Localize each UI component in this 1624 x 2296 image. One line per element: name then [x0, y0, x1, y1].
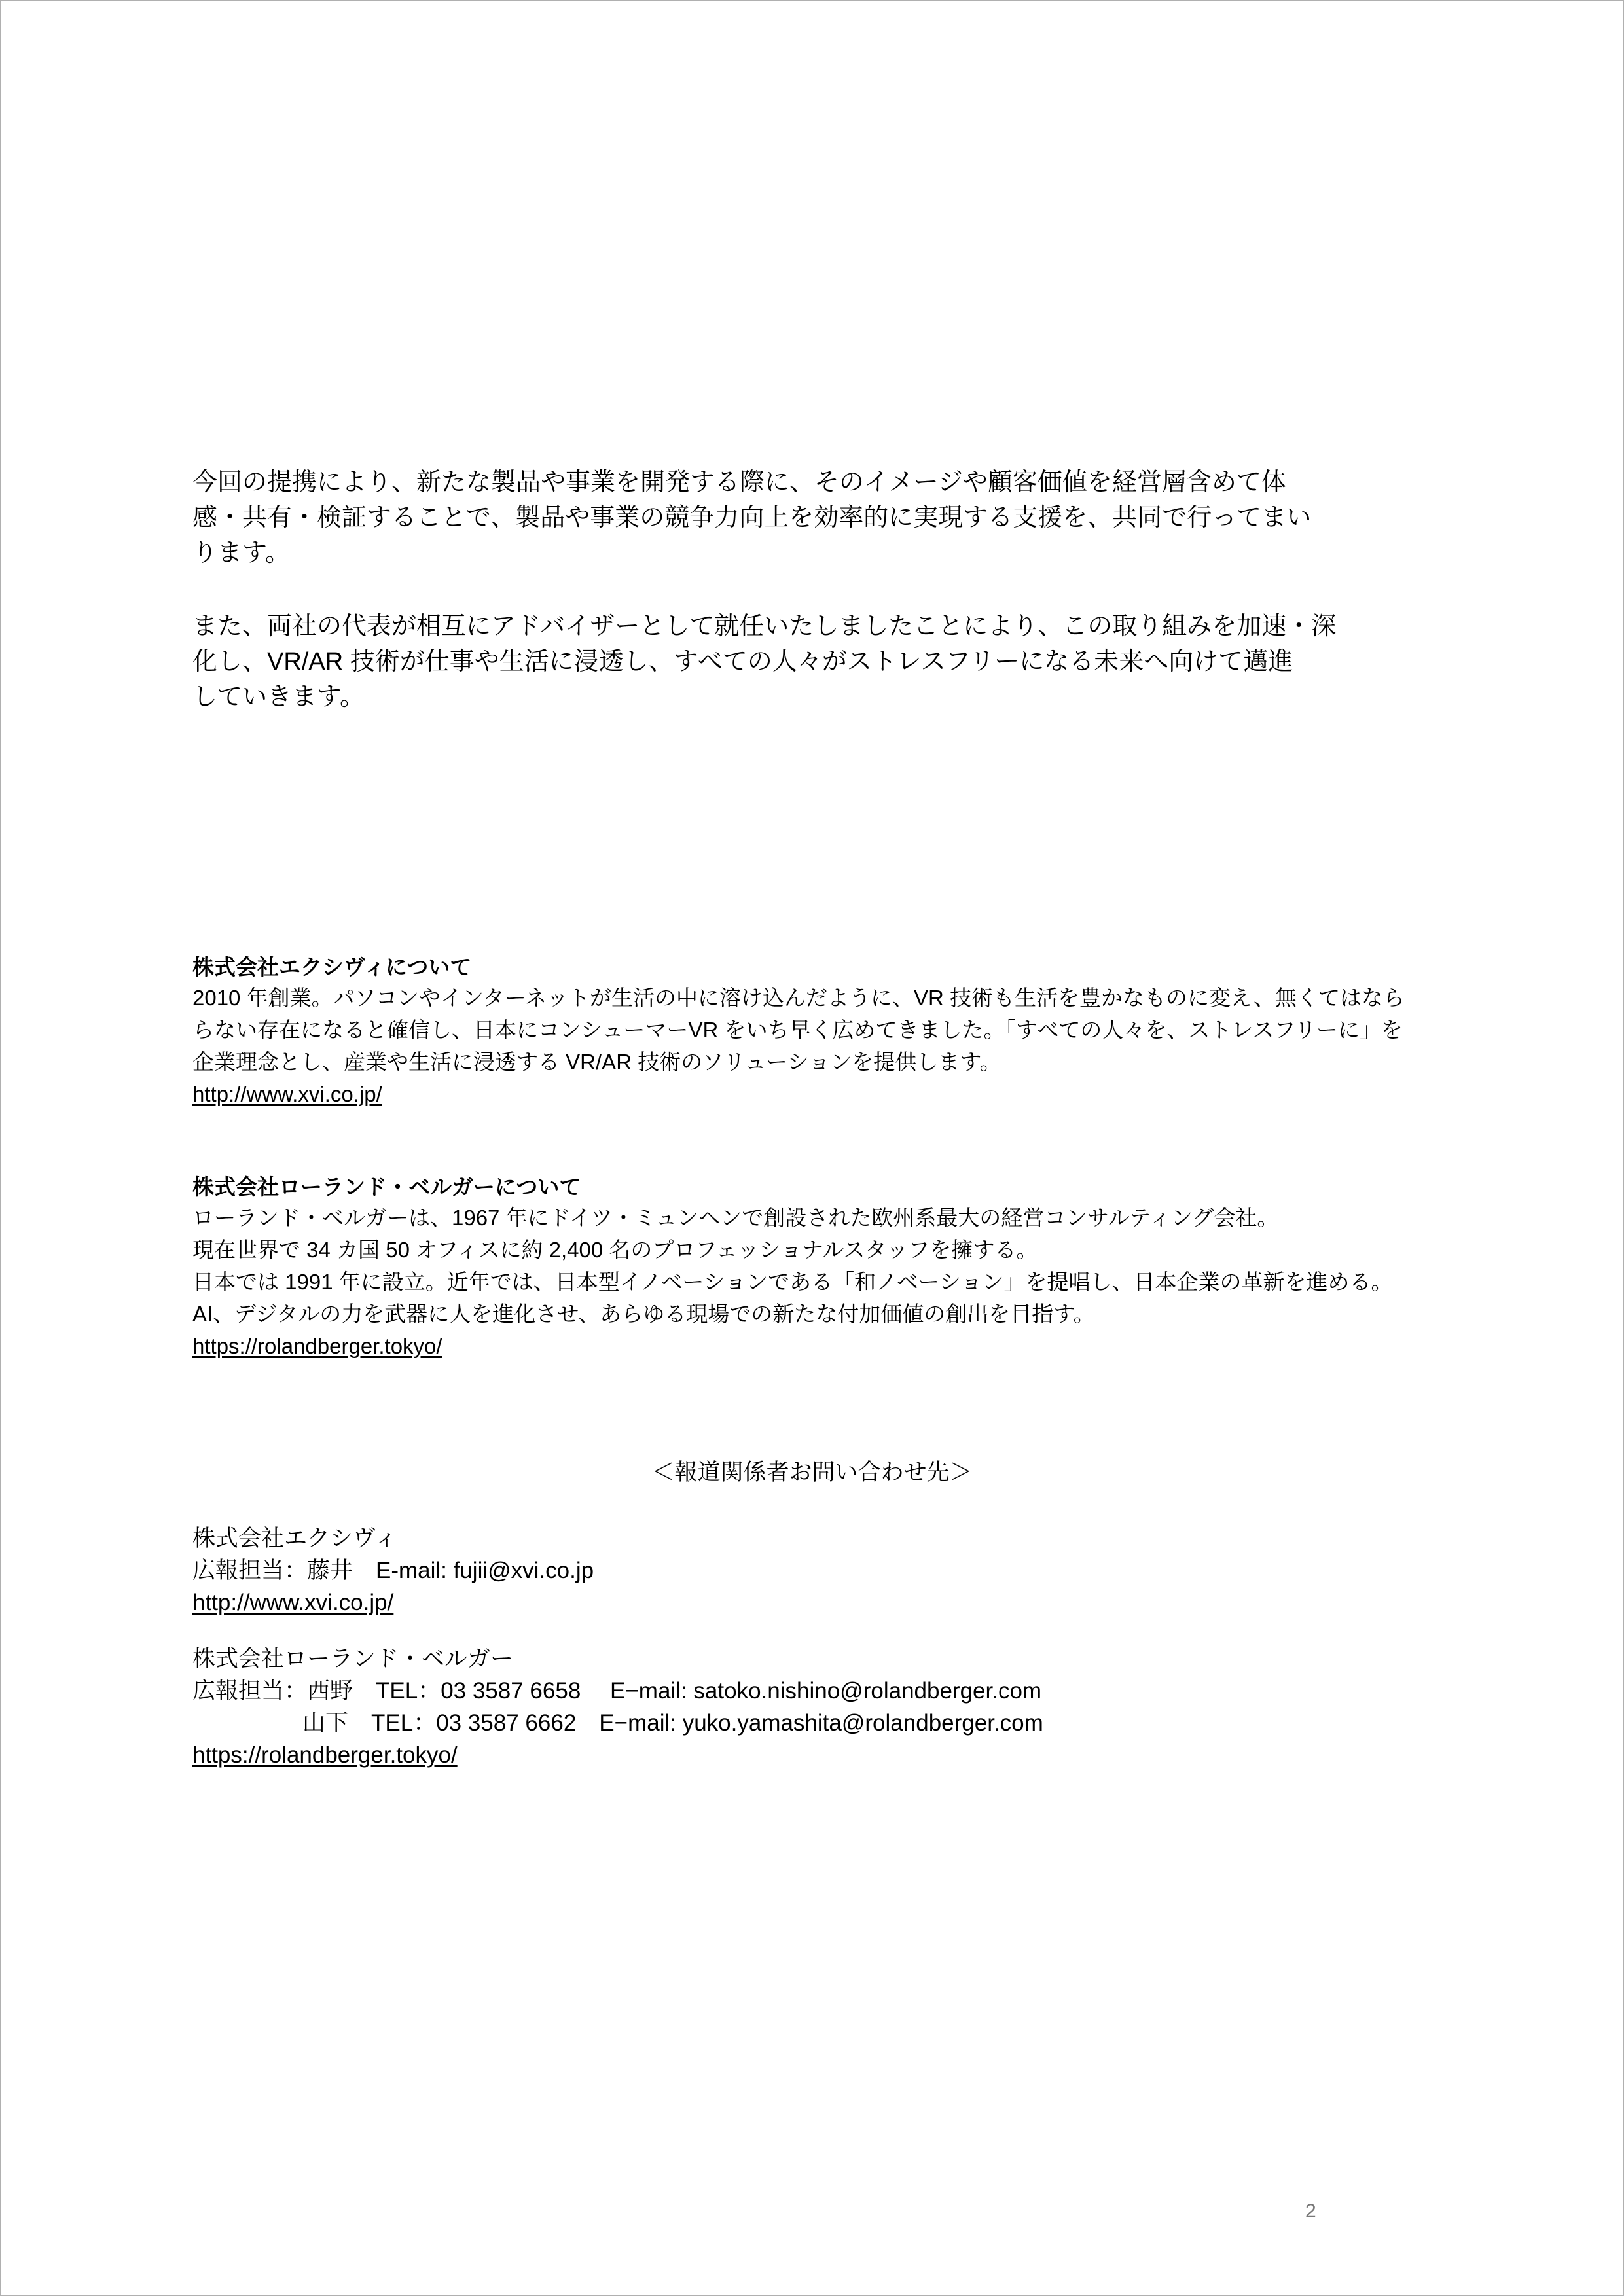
page-number: 2	[1305, 2200, 1316, 2222]
contact-rb-person-nishino: 広報担当：西野 TEL：03 3587 6658 E−mail: satoko.nishino@rolandberger.com	[192, 1678, 1042, 1704]
about-xvi-line: 2010 年創業。パソコンやインターネットが生活の中に溶け込んだように、VR 技術も生活を豊かなものに変え、無くてはなら	[192, 986, 1405, 1010]
about-rb-body	[192, 1202, 1436, 1362]
xvi-website-link[interactable]: http://www.xvi.co.jp/	[192, 1082, 382, 1106]
contact-xvi-link[interactable]: http://www.xvi.co.jp/	[192, 1590, 394, 1615]
about-rb-line: 現在世界で 34 カ国 50 オフィスに約 2,400 名のプロフェッショナルスタッフを擁する。	[192, 1238, 1038, 1262]
contact-title: ＜報道関係者お問い合わせ先＞	[651, 1460, 973, 1485]
contact-rb-company: 株式会社ローランド・ベルガー	[192, 1646, 514, 1672]
intro-p1-line: 感・共有・検証することで、製品や事業の競争力向上を効率的に実現する支援を、共同で行ってまい	[192, 504, 1312, 531]
intro-p2-line: 化し、VR/AR 技術が仕事や生活に浸透し、すべての人々がストレスフリーになる未来へ向けて邁進	[192, 648, 1293, 675]
rb-website-link[interactable]: https://rolandberger.tokyo/	[192, 1334, 442, 1358]
intro-paragraph-1	[192, 465, 1423, 571]
intro-p2-line: していきます。	[192, 683, 365, 711]
about-xvi-line: らない存在になると確信し、日本にコンシューマーVR をいち早く広めてきました。「すべての人々を、ストレスフリーに」を	[192, 1018, 1403, 1042]
contact-xvi	[192, 1522, 1436, 1619]
contact-rb	[192, 1643, 1436, 1771]
contact-rb-person-yamashita: 山下 TEL：03 3587 6662 E−mail: yuko.yamashita@rolandberger.com	[302, 1710, 1043, 1736]
intro-p2-line: また、両社の代表が相互にアドバイザーとして就任いたしましたことにより、この取り組みを加速・深	[192, 613, 1337, 640]
contact-xvi-company: 株式会社エクシヴィ	[192, 1526, 397, 1551]
contact-xvi-person: 広報担当：藤井 E-mail: fujii@xvi.co.jp	[192, 1558, 594, 1583]
about-rb-line: AI、デジタルの力を武器に人を進化させ、あらゆる現場での新たな付加価値の創出を目指す。	[192, 1302, 1095, 1326]
intro-paragraph-2	[192, 609, 1423, 715]
contact-rb-link[interactable]: https://rolandberger.tokyo/	[192, 1742, 458, 1768]
about-rb-heading: 株式会社ローランド・ベルガーについて	[192, 1175, 581, 1199]
about-xvi-line: 企業理念とし、産業や生活に浸透する VR/AR 技術のソリューションを提供します。	[192, 1050, 1001, 1074]
about-xvi-heading: 株式会社エクシヴィについて	[192, 955, 472, 979]
about-rb-line: 日本では 1991 年に設立。近年では、日本型イノベーションである「和ノベーション」を提唱し、日本企業の革新を進める。	[192, 1270, 1393, 1294]
intro-p1-line: ります。	[192, 539, 290, 567]
intro-p1-line: 今回の提携により、新たな製品や事業を開発する際に、そのイメージや顧客価値を経営層含めて体	[192, 469, 1286, 496]
about-rb-line: ローランド・ベルガーは、1967 年にドイツ・ミュンヘンで創設された欧州系最大の経営コンサルティング会社。	[192, 1206, 1279, 1230]
about-xvi-body	[192, 982, 1436, 1110]
